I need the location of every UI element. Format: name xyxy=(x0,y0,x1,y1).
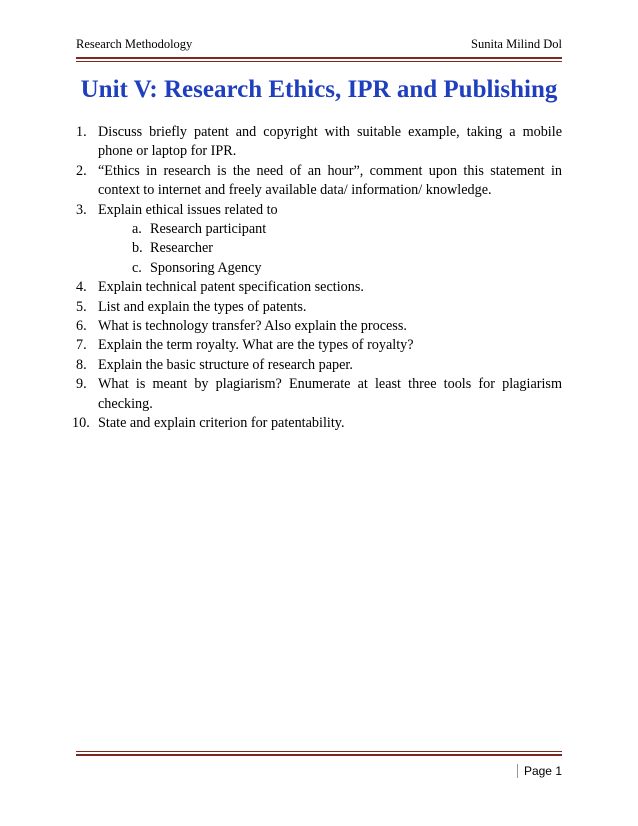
question-list xyxy=(72,123,562,434)
question-number: 9. xyxy=(76,376,87,393)
question-text: What is meant by plagiarism? Enumerate at least three tools for plagiarism checking. xyxy=(98,376,562,412)
question-text: Discuss briefly patent and copyright with suitable example, taking a mobile phone or laptop for IPR. xyxy=(98,124,562,160)
list-item xyxy=(76,201,562,220)
header-author: Sunita Milind Dol xyxy=(471,37,562,51)
question-number: 8. xyxy=(76,356,87,373)
list-item xyxy=(76,317,562,336)
footer-rule-thin xyxy=(76,751,562,752)
footer-rule xyxy=(76,754,562,756)
question-number: 6. xyxy=(76,318,87,335)
question-number: 10. xyxy=(72,415,90,432)
page-title: Unit V: Research Ethics, IPR and Publishing xyxy=(80,76,558,103)
header-course-title: Research Methodology xyxy=(76,37,193,51)
question-text: State and explain criterion for patentability. xyxy=(98,415,345,432)
question-number: 5. xyxy=(76,298,87,315)
header-rule-thin xyxy=(76,61,562,62)
question-text: Explain technical patent specification sections. xyxy=(98,279,364,296)
list-item xyxy=(76,336,562,355)
list-item xyxy=(76,298,562,317)
question-number: 3. xyxy=(76,201,87,218)
question-text: Explain ethical issues related to xyxy=(98,201,278,218)
question-text: What is technology transfer? Also explain the process. xyxy=(98,318,407,335)
sub-item-letter: b. xyxy=(132,240,143,257)
sub-list-item xyxy=(76,259,562,278)
page-number: Page 1 xyxy=(517,764,562,778)
header-rule xyxy=(76,57,562,59)
question-text: “Ethics in research is the need of an hour”, comment upon this statement in context to internet and freely available data/ information/ knowledge. xyxy=(98,162,562,199)
question-number: 4. xyxy=(76,279,87,296)
list-item xyxy=(76,162,562,201)
sub-list-item xyxy=(76,239,562,258)
question-number: 2. xyxy=(76,162,87,179)
sub-item-letter: a. xyxy=(132,221,142,238)
sub-list-item xyxy=(76,220,562,239)
question-text: Explain the term royalty. What are the types of royalty? xyxy=(98,337,414,354)
sub-item-letter: c. xyxy=(132,259,142,276)
list-item xyxy=(76,375,562,414)
list-item xyxy=(72,414,562,433)
sub-item-text: Researcher xyxy=(150,240,214,257)
question-text: List and explain the types of patents. xyxy=(98,298,307,315)
question-number: 1. xyxy=(76,124,87,140)
list-item xyxy=(76,123,562,162)
list-item xyxy=(76,356,562,375)
sub-item-text: Sponsoring Agency xyxy=(150,259,262,276)
question-text: Explain the basic structure of research paper. xyxy=(98,356,353,373)
list-item xyxy=(76,278,562,297)
question-number: 7. xyxy=(76,337,87,354)
sub-item-text: Research participant xyxy=(150,221,267,238)
